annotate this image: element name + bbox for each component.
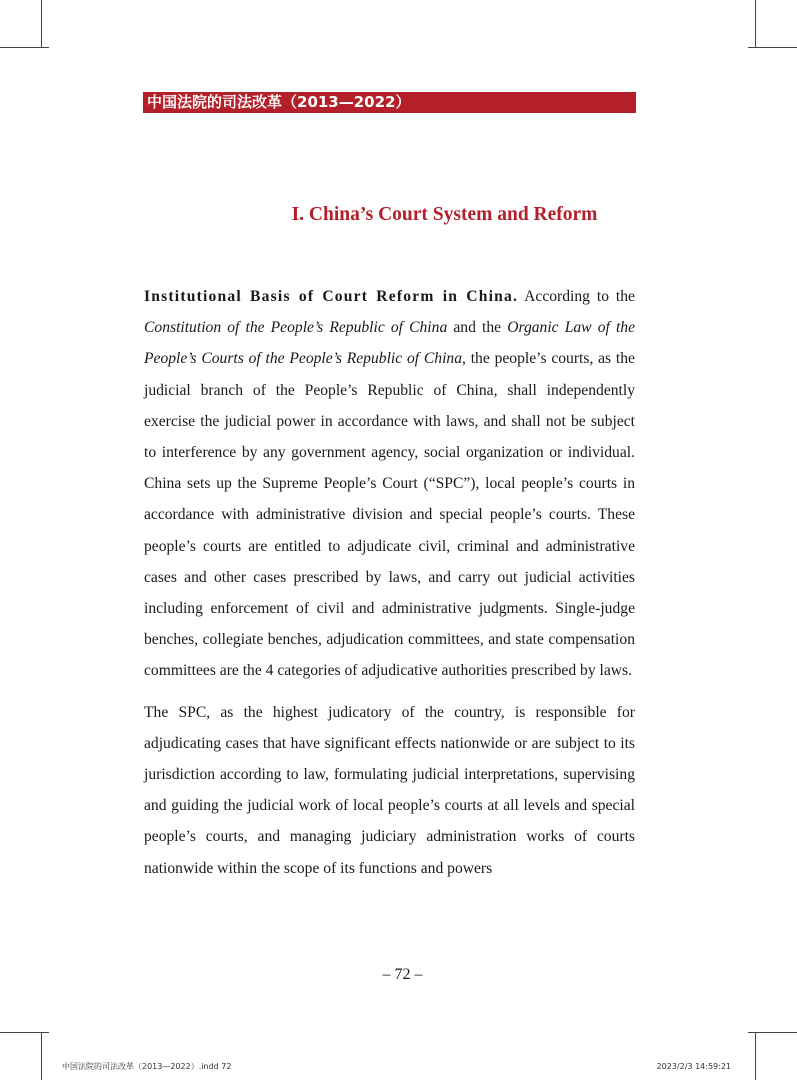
running-header-title: 中国法院的司法改革（2013—2022） — [147, 93, 411, 111]
paragraph-text: and the — [447, 319, 508, 337]
crop-mark-top-left-h — [0, 47, 49, 48]
paragraph-1 — [144, 281, 635, 687]
paragraph-text: , the people’s courts, as the judicial branch of the People’s Republic of China, shall independently exercise the judicial power in accordance with laws, and shall not be subject to interference by any government agency, social organization or individual. China sets up the Supreme People’s Court (“SPC”), local people’s courts in accordance with administrative division and special people’s courts. These people’s courts are entitled to adjudicate civil, criminal and administrative cases and other cases prescribed by laws, and carry out judicial activities including enforcement of civil and administrative judgments. Single-judge benches, collegiate benches, adjudication committees, and state compensation committees are the 4 categories of adjudicative authorities prescribed by laws. — [144, 350, 635, 680]
crop-mark-top-right-v — [755, 0, 756, 48]
section-title: I. China’s Court System and Reform — [291, 204, 598, 225]
page-number: – 72 – — [382, 966, 423, 983]
paragraph-2: The SPC, as the highest judicatory of the country, is responsible for adjudicating cases that have significant effects nationwide or are subject to its jurisdiction according to law, formulating judicial interpretations, supervising and guiding the judicial work of local people’s courts at all levels and special people’s courts, and managing judiciary administration works of courts nationwide within the scope of its functions and powers — [144, 703, 635, 877]
crop-mark-top-left-v — [41, 0, 42, 48]
law-title-organic-law: Organic Law of the People’s Courts of the People’s Republic of China — [144, 319, 635, 368]
paragraph-text: According to the — [518, 288, 635, 305]
print-slug-timestamp: 2023/2/3 14:59:21 — [656, 1062, 731, 1071]
crop-mark-bottom-left-v — [41, 1032, 42, 1080]
crop-mark-bottom-right-v — [755, 1032, 756, 1080]
law-title-constitution: Constitution of the People’s Republic of China — [144, 319, 448, 337]
body-text — [144, 281, 635, 894]
paragraph-lead-heading: Institutional Basis of Court Reform in China. — [144, 288, 519, 305]
crop-mark-bottom-left-h — [0, 1032, 49, 1033]
print-slug-filename: 中国法院的司法改革（2013—2022）.indd 72 — [62, 1062, 232, 1071]
crop-mark-top-right-h — [748, 47, 797, 48]
running-header-band — [143, 92, 636, 113]
crop-mark-bottom-right-h — [748, 1032, 797, 1033]
